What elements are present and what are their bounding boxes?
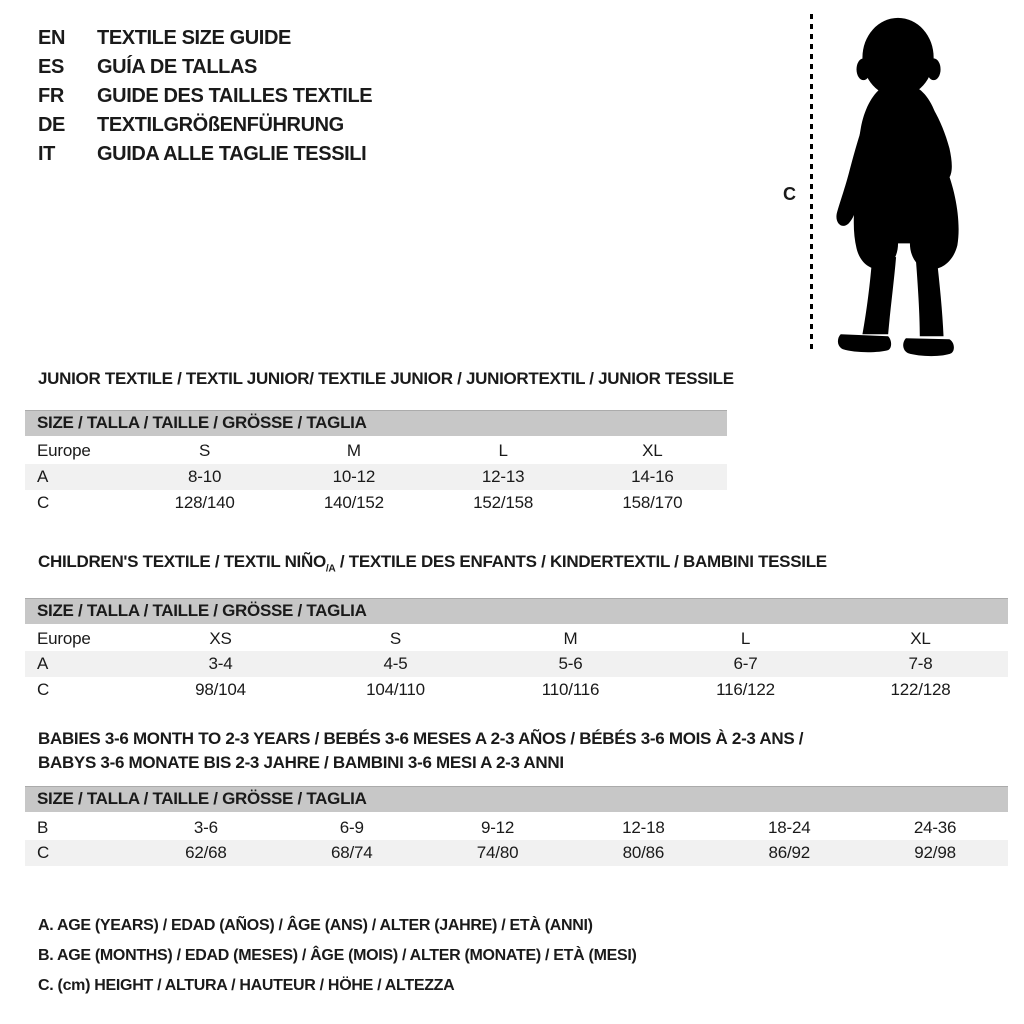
height-measure-label: C [783, 184, 796, 204]
heading-text: / TEXTILE DES ENFANTS / KINDERTEXTIL / BAMBINI TESSILE [335, 551, 827, 571]
size-value: 74/80 [476, 842, 519, 862]
table-row [25, 814, 1008, 840]
table-header-bar-row [25, 598, 1008, 625]
size-value: M [563, 629, 578, 649]
language-code: EN [38, 27, 65, 49]
row-label: C [37, 680, 50, 700]
size-table-junior [25, 410, 727, 516]
size-value: 158/170 [622, 492, 683, 512]
table-row [25, 464, 727, 490]
size-value: 6-9 [339, 817, 364, 837]
size-value: 116/122 [716, 680, 775, 700]
size-value: 8-10 [188, 466, 222, 486]
table-header-bar: SIZE / TALLA / TAILLE / GRÖSSE / TAGLIA [25, 411, 727, 438]
size-value: 9-12 [480, 817, 515, 837]
heading-text: BABYS 3-6 MONATE BIS 2-3 JAHRE / BAMBINI 3-6 MESI A 2-3 ANNI [38, 753, 564, 773]
row-label: Europe [37, 441, 91, 461]
section-heading-children [38, 552, 1008, 579]
language-row [38, 82, 372, 111]
size-value: 122/128 [890, 680, 951, 700]
size-value: 140/152 [323, 492, 384, 512]
size-value: 86/92 [768, 842, 810, 862]
size-value: 3-4 [208, 654, 233, 674]
size-value: 68/74 [330, 842, 373, 862]
size-value: M [346, 441, 361, 461]
guide-title: GUIDE DES TAILLES TEXTILE [97, 85, 373, 107]
size-value: 152/158 [473, 492, 534, 512]
size-value: 3-6 [193, 817, 218, 837]
heading-line [38, 729, 1008, 749]
table-row [25, 677, 1008, 703]
language-row [38, 111, 372, 140]
table-row [25, 490, 727, 516]
row-label: B [37, 817, 49, 837]
heading-text: /A [325, 562, 336, 574]
language-list [38, 24, 372, 169]
size-value: 98/104 [195, 680, 246, 700]
heading-text: JUNIOR TEXTILE / TEXTIL JUNIOR/ TEXTILE JUNIOR / JUNIORTEXTIL / JUNIOR TESSILE [38, 369, 734, 388]
heading-text: CHILDREN'S TEXTILE / TEXTIL NIÑO [38, 551, 326, 571]
size-value: 12-18 [622, 817, 665, 837]
section-babies [25, 729, 1008, 866]
size-value: XS [209, 629, 232, 649]
table-row [25, 840, 1008, 866]
size-value: 10-12 [332, 466, 376, 486]
row-label: A [37, 654, 49, 674]
row-label: A [37, 466, 49, 486]
size-value: 18-24 [767, 817, 811, 837]
size-value: 80/86 [622, 842, 665, 862]
language-code: ES [38, 56, 64, 78]
height-measure-dotted-line [810, 14, 813, 354]
table-row [25, 651, 1008, 677]
legend-notes [38, 911, 1008, 1001]
heading-text: BABIES 3-6 MONTH TO 2-3 YEARS / BEBÉS 3-6 MESES A 2-3 AÑOS / BÉBÉS 3-6 MOIS À 2-3 ANS / [38, 729, 804, 749]
language-row [38, 140, 372, 169]
language-row [38, 53, 372, 82]
language-code: FR [38, 85, 64, 107]
size-tables [25, 369, 1008, 1001]
legend-note-line: C. (cm) HEIGHT / ALTURA / HAUTEUR / HÖHE / ALTEZZA [38, 976, 455, 994]
guide-title: GUÍA DE TALLAS [97, 56, 257, 78]
row-label: Europe [37, 629, 91, 649]
size-value: L [740, 629, 751, 649]
language-code: IT [38, 143, 55, 165]
size-value: 6-7 [733, 654, 758, 674]
legend-note-line: B. AGE (MONTHS) / EDAD (MESES) / ÂGE (MOIS) / ALTER (MONATE) / ETÀ (MESI) [38, 946, 637, 964]
section-children [25, 552, 1008, 704]
language-row [38, 24, 372, 53]
size-table-babies [25, 786, 1008, 866]
heading-line [38, 749, 1008, 777]
table-row [25, 625, 1008, 651]
row-label: C [37, 492, 50, 512]
size-value: 62/68 [185, 842, 227, 862]
heading-line [38, 552, 1008, 579]
heading-line [38, 369, 1008, 389]
size-value: 4-5 [383, 654, 408, 674]
section-heading-junior [38, 369, 1008, 389]
size-value: 5-6 [558, 654, 583, 674]
toddler-silhouette-icon [822, 6, 982, 362]
table-row [25, 438, 727, 464]
size-value: L [498, 441, 508, 461]
legend-note-line: A. AGE (YEARS) / EDAD (AÑOS) / ÂGE (ANS) / ALTER (JAHRE) / ETÀ (ANNI) [38, 916, 593, 934]
table-header-bar: SIZE / TALLA / TAILLE / GRÖSSE / TAGLIA [25, 598, 1008, 625]
guide-title: TEXTILGRÖßENFÜHRUNG [97, 114, 344, 136]
size-value: S [199, 441, 211, 461]
size-value: 128/140 [174, 492, 235, 512]
size-value: 14-16 [631, 466, 674, 486]
size-value: S [389, 629, 402, 649]
guide-title: TEXTILE SIZE GUIDE [97, 27, 291, 49]
size-value: 110/116 [541, 680, 600, 700]
table-header-bar-row [25, 787, 1008, 814]
row-label: C [37, 842, 50, 862]
table-header-bar: SIZE / TALLA / TAILLE / GRÖSSE / TAGLIA [25, 787, 1008, 814]
section-heading-babies [38, 729, 1008, 777]
size-value: 24-36 [913, 817, 957, 837]
section-junior [25, 369, 1008, 516]
language-code: DE [38, 114, 65, 136]
size-table-children [25, 598, 1008, 704]
table-header-bar-row [25, 411, 727, 438]
size-value: XL [910, 629, 931, 649]
size-value: 12-13 [481, 466, 525, 486]
size-value: 92/98 [914, 842, 956, 862]
guide-title: GUIDA ALLE TAGLIE TESSILI [97, 143, 367, 165]
size-value: 104/110 [366, 680, 425, 700]
size-value: 7-8 [908, 654, 933, 674]
size-value: XL [642, 441, 663, 461]
